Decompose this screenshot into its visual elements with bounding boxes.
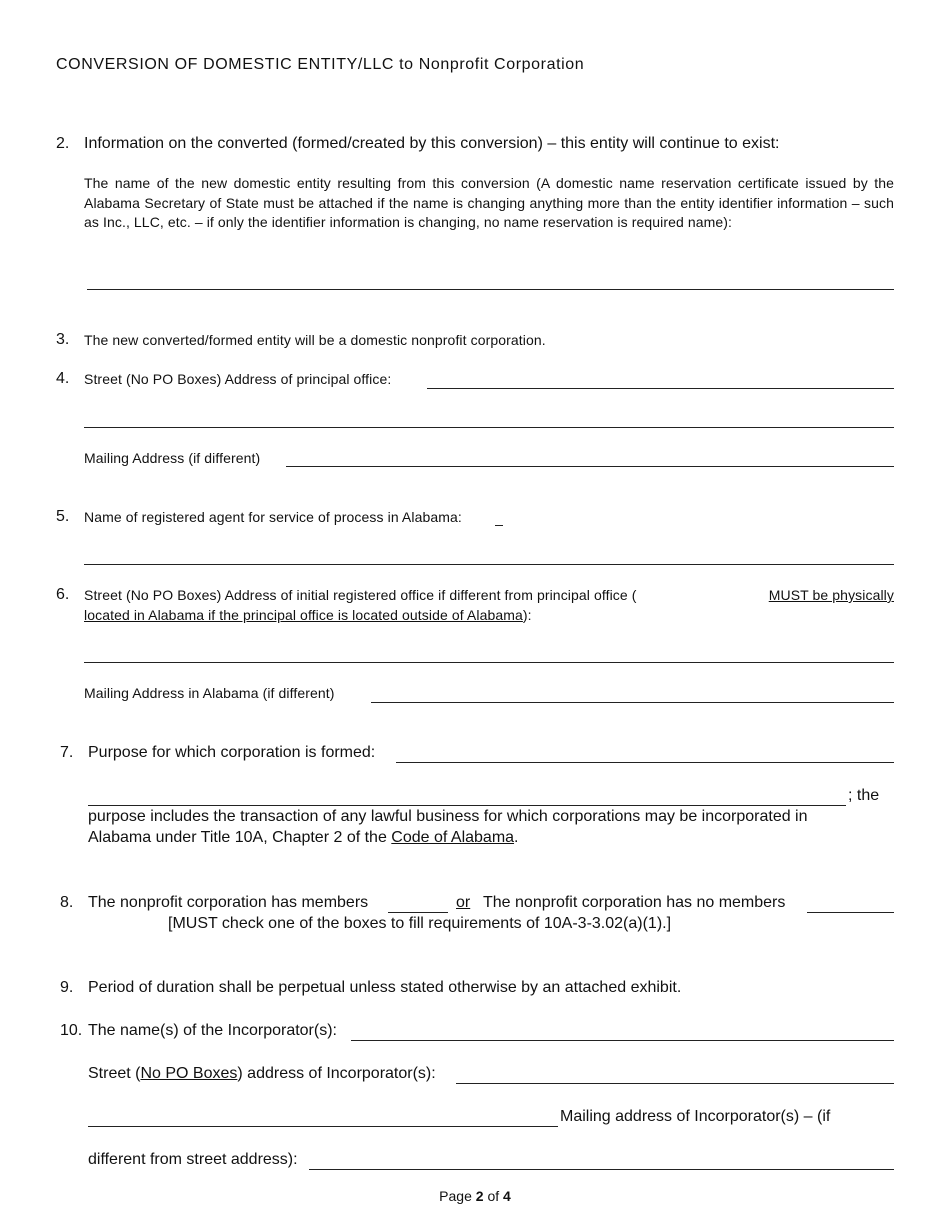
principal-office-field[interactable] [427,388,894,389]
incorporator-mailing-field[interactable] [309,1169,894,1170]
item-8-number: 8. [60,894,74,911]
incorporator-name-label: The name(s) of the Incorporator(s): [88,1022,337,1039]
item-3-text: The new converted/formed entity will be a domestic nonprofit corporation. [84,332,546,348]
code-of-alabama-text: Code of Alabama [391,829,515,846]
purpose-field-line2[interactable] [88,805,846,806]
item-6-text-before: Street (No PO Boxes) Address of initial registered office if different from principal office ( [84,587,637,603]
has-members-label: The nonprofit corporation has members [88,894,369,911]
item-5-number: 5. [56,508,70,525]
page-total: 4 [503,1188,511,1204]
page-title: CONVERSION OF DOMESTIC ENTITY/LLC to Nonprofit Corporation [56,56,585,73]
incorporator-name-field[interactable] [351,1040,894,1041]
alabama-mailing-field[interactable] [371,702,894,703]
purpose-continuation-1: purpose includes the transaction of any lawful business for which corporations may be incorporated in [88,808,808,825]
registered-office-field[interactable] [84,662,894,663]
incorporator-street-field[interactable] [456,1083,894,1084]
item-6-line1 [84,587,894,603]
item-7-number: 7. [60,744,74,761]
no-members-label: The nonprofit corporation has no members [483,894,786,911]
purpose-continuation-2-period: . [514,829,519,846]
incorporator-street-label [88,1065,436,1083]
page-current: 2 [475,1188,484,1204]
page-number [0,1188,950,1204]
purpose-field[interactable] [396,762,894,763]
purpose-continuation-2-text: Alabama under Title 10A, Chapter 2 of the [88,829,392,846]
incorporator-street-field-line2[interactable] [88,1126,558,1127]
item-6-text-after: ): [522,607,532,623]
item-6-underlined-2: located in Alabama if the principal office is located outside of Alabama [84,607,523,623]
item-6-underlined-1: MUST be physically [768,587,894,603]
principal-office-field-line2[interactable] [84,427,894,428]
incorporator-street-text-1: Street ( [88,1065,141,1082]
item-6-line2 [84,607,532,623]
item-3-number: 3. [56,331,70,348]
purpose-continuation-2 [88,829,519,847]
item-4-number: 4. [56,370,70,387]
incorporator-mailing-label-2: different from street address): [88,1151,298,1168]
mailing-address-field[interactable] [286,466,894,467]
alabama-mailing-label: Mailing Address in Alabama (if different) [84,685,335,701]
item-10-number: 10. [60,1022,83,1039]
item-2-paragraph: The name of the new domestic entity resulting from this conversion (A domestic name reservation certificate issued by the Alabama Secretary of State must be attached if the name is changing anything more than the entity identifier information – such as Inc., LLC, etc. – if only the identifier information is changing, no name reservation is required name): [84,175,894,230]
no-members-checkbox[interactable] [807,912,894,913]
principal-office-label: Street (No PO Boxes) Address of principal office: [84,371,392,387]
entity-name-field[interactable] [87,289,894,290]
incorporator-mailing-label-1: Mailing address of Incorporator(s) – (if [560,1108,831,1125]
item-2-text: Information on the converted (formed/created by this conversion) – this entity will continue to exist: [84,135,780,152]
registered-agent-label: Name of registered agent for service of process in Alabama: [84,509,462,525]
members-note: [MUST check one of the boxes to fill requirements of 10A-3-3.02(a)(1).] [168,915,672,932]
page-prefix: Page [439,1188,472,1204]
registered-agent-field-start[interactable] [495,525,503,526]
no-po-boxes-text: No PO Boxes [140,1065,238,1082]
has-members-checkbox[interactable] [388,912,448,913]
item-2-number: 2. [56,135,70,152]
item-6-number: 6. [56,586,70,603]
registered-agent-field[interactable] [84,564,894,565]
purpose-tail: ; the [848,787,880,804]
mailing-address-label: Mailing Address (if different) [84,450,261,466]
duration-text: Period of duration shall be perpetual unless stated otherwise by an attached exhibit. [88,979,682,996]
item-9-number: 9. [60,979,74,996]
page-of: of [487,1188,500,1204]
incorporator-street-text-2: ) address of Incorporator(s): [237,1065,436,1082]
or-text: or [456,894,471,911]
purpose-label: Purpose for which corporation is formed: [88,744,376,761]
